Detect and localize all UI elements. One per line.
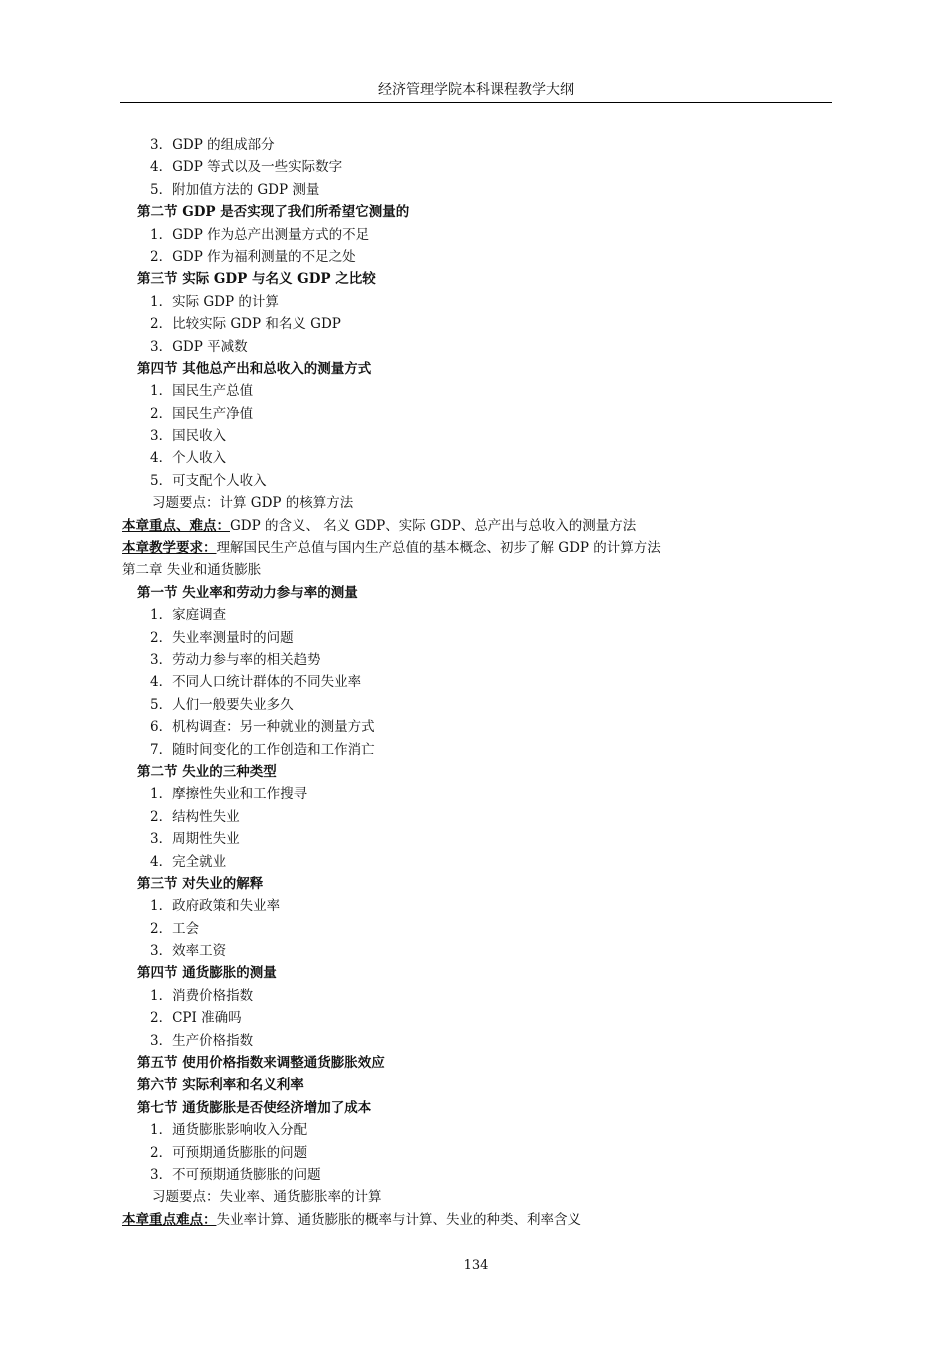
outline-item: 1．摩擦性失业和工作搜寻	[150, 786, 308, 803]
outline-item: 1．消费价格指数	[150, 987, 254, 1004]
outline-item: 2．国民生产净值	[150, 405, 254, 422]
outline-item: 1．GDP 作为总产出测量方式的不足	[150, 226, 370, 243]
outline-item: 4．完全就业	[150, 853, 227, 870]
outline-item: 5．附加值方法的 GDP 测量	[150, 181, 320, 198]
page-header-title: 经济管理学院本科课程教学大纲	[378, 82, 574, 98]
keypoint-text: 理解国民生产总值与国内生产总值的基本概念、初步了解 GDP 的计算方法	[216, 540, 661, 557]
outline-item: 3．不可预期通货膨胀的问题	[150, 1166, 321, 1183]
outline-item: 3．周期性失业	[150, 831, 240, 848]
section-heading: 第三节 实际 GDP 与名义 GDP 之比较	[137, 271, 376, 288]
syllabus-body	[0, 134, 952, 1231]
section-heading: 第一节 失业率和劳动力参与率的测量	[137, 584, 358, 601]
chapter-heading: 第二章 失业和通货膨胀	[122, 562, 262, 579]
outline-item: 2．比较实际 GDP 和名义 GDP	[150, 316, 341, 333]
section-heading: 第四节 其他总产出和总收入的测量方式	[137, 360, 372, 377]
keypoint-text: GDP 的含义、 名义 GDP、实际 GDP、总产出与总收入的测量方法	[230, 517, 637, 534]
outline-item: 2．失业率测量时的问题	[150, 629, 294, 646]
outline-item: 2．工会	[150, 920, 200, 937]
outline-item: 3．生产价格指数	[150, 1032, 254, 1049]
outline-item: 1．政府政策和失业率	[150, 898, 281, 915]
outline-item: 7．随时间变化的工作创造和工作消亡	[150, 741, 375, 758]
chapter-keypoint-line	[0, 537, 952, 559]
outline-item: 2．可预期通货膨胀的问题	[150, 1144, 308, 1161]
keypoint-label: 本章教学要求：	[122, 540, 217, 557]
chapter-keypoint-line	[0, 515, 952, 537]
outline-item: 3．国民收入	[150, 428, 227, 445]
outline-item: 3．GDP 平减数	[150, 338, 248, 355]
section-heading: 第六节 实际利率和名义利率	[137, 1077, 304, 1094]
page-number: 134	[463, 1258, 489, 1273]
section-heading: 第五节 使用价格指数来调整通货膨胀效应	[137, 1055, 385, 1072]
outline-item: 4．不同人口统计群体的不同失业率	[150, 674, 362, 691]
outline-item: 4．个人收入	[150, 450, 227, 467]
outline-item: 3．劳动力参与率的相关趋势	[150, 651, 321, 668]
outline-item: 5．人们一般要失业多久	[150, 696, 294, 713]
outline-item: 1．实际 GDP 的计算	[150, 293, 279, 310]
keypoint-text: 失业率计算、通货膨胀的概率与计算、失业的种类、利率含义	[216, 1211, 581, 1228]
outline-item: 6．机构调查：另一种就业的测量方式	[150, 719, 375, 736]
chapter-keypoint-line	[0, 1209, 952, 1231]
outline-item: 2．CPI 准确吗	[150, 1010, 242, 1027]
exercise-note: 习题要点：计算 GDP 的核算方法	[152, 495, 354, 512]
outline-item: 3．GDP 的组成部分	[150, 137, 275, 153]
outline-item: 2．结构性失业	[150, 808, 240, 825]
section-heading: 第三节 对失业的解释	[137, 875, 264, 892]
keypoint-label: 本章重点、难点：	[122, 517, 230, 534]
exercise-note: 习题要点：失业率、通货膨胀率的计算	[152, 1189, 382, 1206]
outline-item: 2．GDP 作为福利测量的不足之处	[150, 248, 356, 265]
section-heading: 第二节 GDP 是否实现了我们所希望它测量的	[137, 204, 410, 221]
outline-item: 1．国民生产总值	[150, 383, 254, 400]
section-heading: 第七节 通货膨胀是否使经济增加了成本	[137, 1099, 372, 1116]
header-rule	[120, 102, 832, 103]
outline-item: 3．效率工资	[150, 943, 227, 960]
outline-item: 1．通货膨胀影响收入分配	[150, 1122, 308, 1139]
section-heading: 第四节 通货膨胀的测量	[137, 965, 277, 982]
keypoint-label: 本章重点难点：	[122, 1211, 217, 1228]
outline-item: 4．GDP 等式以及一些实际数字	[150, 159, 343, 176]
outline-item: 1．家庭调查	[150, 607, 227, 624]
outline-item: 5．可支配个人收入	[150, 472, 267, 489]
section-heading: 第二节 失业的三种类型	[137, 763, 277, 780]
